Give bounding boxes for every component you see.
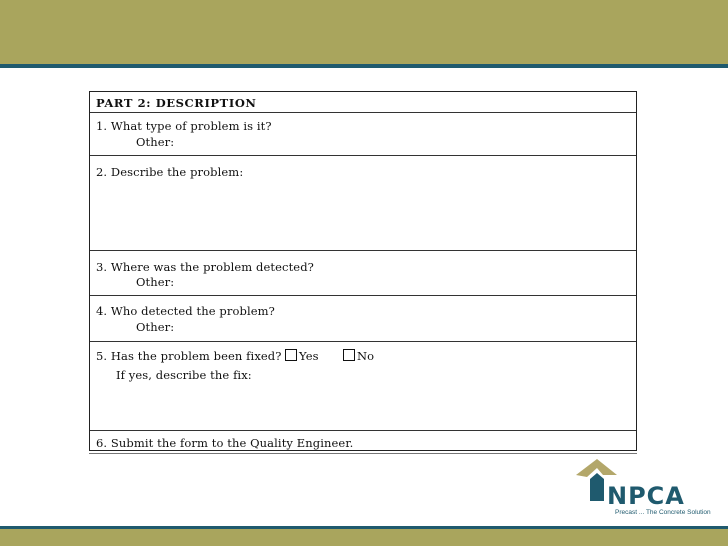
question-3-label: 3. Where was the problem detected?: [96, 260, 314, 274]
form-header: PART 2: DESCRIPTION: [96, 96, 257, 110]
header-rule: [0, 64, 728, 68]
question-1-row: [90, 113, 636, 156]
footer-band: [0, 529, 728, 546]
question-5-followup: If yes, describe the fix:: [116, 368, 252, 382]
no-option[interactable]: [343, 349, 374, 363]
question-5-label: 5. Has the problem been fixed?: [96, 349, 282, 363]
question-3-row: [90, 251, 636, 296]
question-1-other: Other:: [136, 135, 175, 149]
description-form: [89, 91, 637, 451]
no-label: No: [357, 349, 375, 363]
npca-logo: [573, 455, 723, 521]
question-1-label: 1. What type of problem is it?: [96, 119, 272, 133]
form-header-row: [90, 92, 636, 113]
question-2-row: [90, 156, 636, 251]
question-4-other: Other:: [136, 320, 175, 334]
question-2-label: 2. Describe the problem:: [96, 165, 244, 179]
question-6-row: [90, 431, 636, 452]
yes-option[interactable]: [285, 349, 319, 363]
logo-tagline: Precast ... The Concrete Solution: [615, 509, 711, 516]
question-6-label: 6. Submit the form to the Quality Engineer.: [96, 436, 354, 450]
form-underline: [89, 453, 637, 454]
question-5-row: [90, 342, 636, 431]
question-3-other: Other:: [136, 275, 175, 289]
question-4-label: 4. Who detected the problem?: [96, 304, 275, 318]
question-4-row: [90, 296, 636, 342]
logo-wordmark: NPCA: [607, 482, 685, 510]
yes-label: Yes: [299, 349, 319, 363]
no-checkbox[interactable]: [343, 349, 355, 361]
header-band: [0, 0, 728, 64]
yes-checkbox[interactable]: [285, 349, 297, 361]
